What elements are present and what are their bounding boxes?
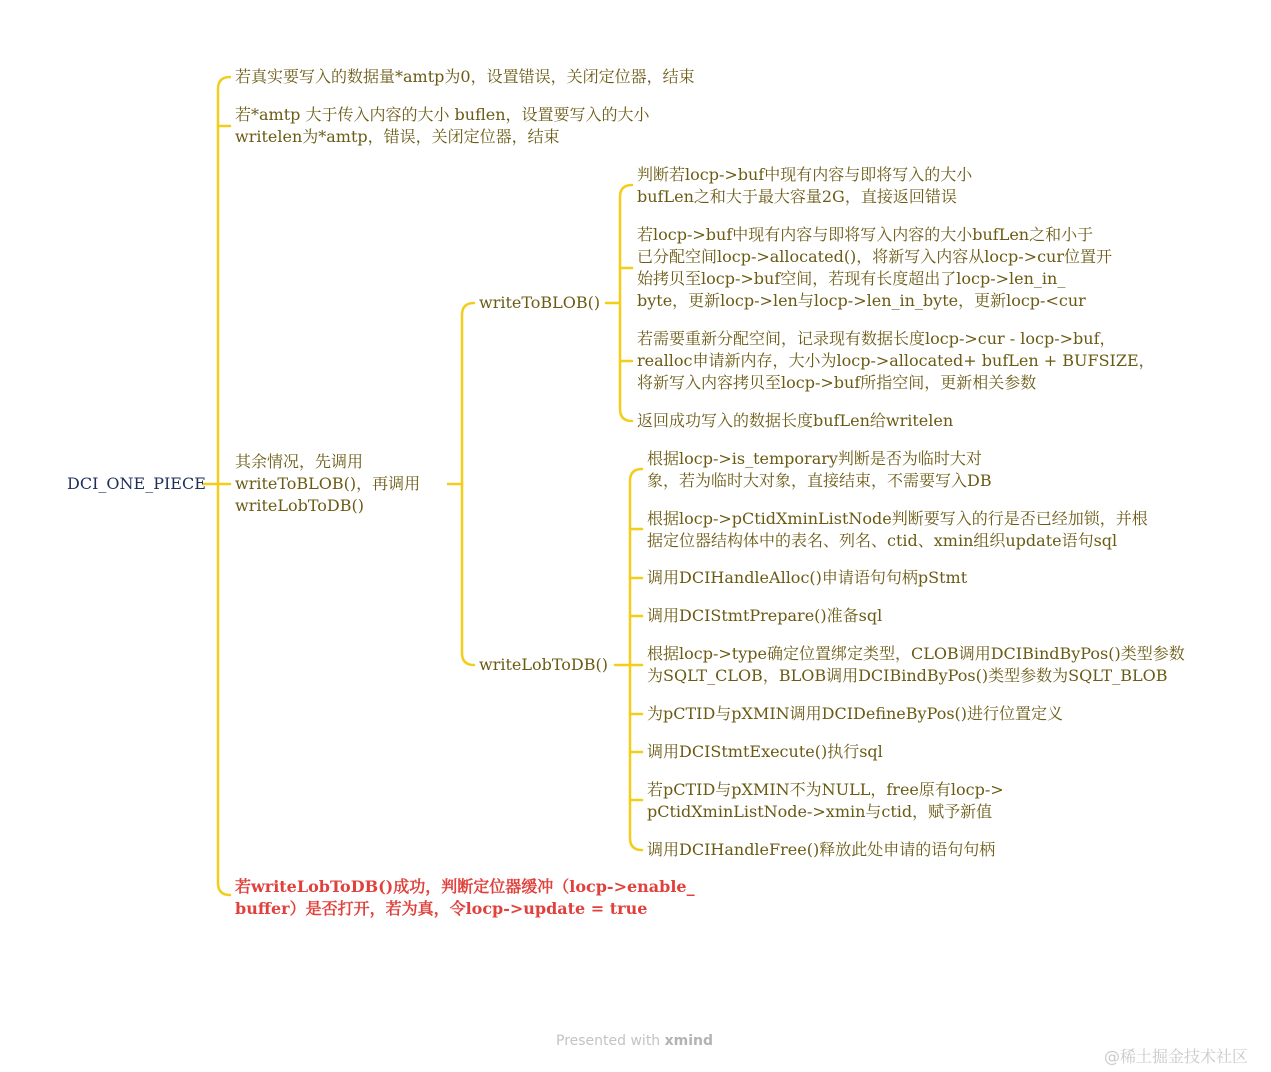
db-step-stmt-prepare[interactable]: 调用DCIStmtPrepare()准备sql <box>647 606 883 625</box>
topic-write-lob-to-db[interactable]: writeLobToDB() <box>479 655 608 674</box>
topic-enable-buffer[interactable]: 若writeLobToDB()成功，判断定位器缓冲（locp->enable_ buffer）是否打开，若为真，令locp->update = true <box>235 877 695 918</box>
db-step-handle-alloc[interactable]: 调用DCIHandleAlloc()申请语句句柄pStmt <box>647 568 968 587</box>
db-step-stmt-execute[interactable]: 调用DCIStmtExecute()执行sql <box>647 742 883 761</box>
db-step-bind-by-pos[interactable]: 根据locp->type确定位置绑定类型，CLOB调用DCIBindByPos()类型参数 为SQLT_CLOB，BLOB调用DCIBindByPos()类型参数为SQLT_BLOB <box>647 644 1185 685</box>
topic-write-to-blob[interactable]: writeToBLOB() <box>479 293 601 312</box>
topic-amtp-zero[interactable]: 若真实要写入的数据量*amtp为0，设置错误，关闭定位器，结束 <box>235 67 695 86</box>
presented-text: Presented with <box>556 1033 661 1049</box>
db-step-handle-free[interactable]: 调用DCIHandleFree()释放此处申请的语句句柄 <box>647 840 996 859</box>
db-step-free-ctid[interactable]: 若pCTID与pXMIN不为NULL，free原有locp-> pCtidXminListNode->xmin与ctid，赋予新值 <box>647 780 1004 821</box>
site-watermark: @稀土掘金技术社区 <box>1104 1047 1249 1066</box>
root-topic[interactable]: DCI_ONE_PIECE <box>67 474 206 493</box>
db-step-build-sql[interactable]: 根据locp->pCtidXminListNode判断要写入的行是否已经加锁，并根 据定位器结构体中的表名、列名、ctid、xmin组织update语句sql <box>647 509 1148 550</box>
db-step-is-temporary[interactable]: 根据locp->is_temporary判断是否为临时大对 象，若为临时大对象，直接结束，不需要写入DB <box>647 449 992 490</box>
topic-amtp-greater[interactable]: 若*amtp 大于传入内容的大小 buflen，设置要写入的大小 writelen为*amtp，错误，关闭定位器，结束 <box>235 105 650 146</box>
blob-step-realloc[interactable]: 若需要重新分配空间，记录现有数据长度locp->cur - locp->buf， realloc申请新内存，大小为locp->allocated+ bufLen + BUFSIZE， 将新写入内容拷贝至locp->buf所指空间，更新相关参数 <box>637 329 1155 392</box>
topic-otherwise[interactable]: 其余情况，先调用 writeToBLOB()，再调用 writeLobToDB() <box>235 452 421 515</box>
blob-step-exceed-2g[interactable]: 判断若locp->buf中现有内容与即将写入的大小 bufLen之和大于最大容量2G，直接返回错误 <box>637 165 973 206</box>
presented-with-watermark <box>556 1033 713 1049</box>
xmind-logo-text: xmind <box>664 1033 714 1049</box>
blob-step-return-len[interactable]: 返回成功写入的数据长度bufLen给writelen <box>637 411 954 430</box>
blob-step-copy-existing[interactable]: 若locp->buf中现有内容与即将写入内容的大小bufLen之和小于 已分配空间locp->allocated()，将新写入内容从locp->cur位置开 始拷贝至locp->buf空间，若现有长度超出了locp->len_in_ byte，更新locp->len与locp->len_in_byte，更新locp-<cur <box>637 225 1112 310</box>
db-step-define-by-pos[interactable]: 为pCTID与pXMIN调用DCIDefineByPos()进行位置定义 <box>647 704 1064 723</box>
